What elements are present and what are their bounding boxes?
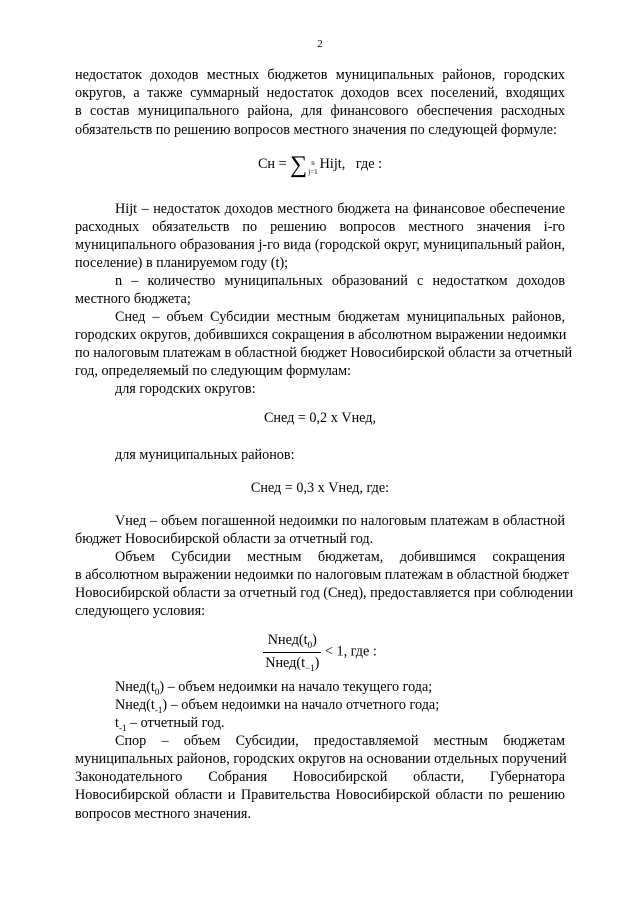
n-definition	[75, 272, 565, 290]
sned-definition	[75, 308, 565, 326]
text-line: обязательств по решению вопросов местного значения по следующей формуле:	[75, 121, 557, 138]
spor-definition	[75, 732, 565, 750]
text-line: вопросов местного значения.	[75, 805, 251, 822]
intro-paragraph	[75, 66, 565, 139]
t-1-definition: $t_{-1}$ – отчетный год.	[115, 715, 225, 733]
n-definition-cont	[75, 290, 565, 308]
spor-definition-cont	[75, 750, 565, 823]
sigma-symbol: ∑	[290, 152, 308, 178]
text-line: Hijt – недостаток доходов местного бюджета на финансовое обеспечение	[115, 201, 565, 217]
text-line: в абсолютном выражении недоимки по налоговым платежам в областной бюджет	[75, 567, 569, 583]
hijt-definition-cont	[75, 218, 565, 273]
city-formula: Снед = 0,2 х Vнед,	[263, 410, 377, 426]
text-line: Объем Субсидии местным бюджетам, добившимся сокращения	[115, 549, 565, 565]
for-city-label: для городских округов:	[115, 381, 256, 397]
sned-definition-cont	[75, 326, 573, 381]
text-line: n – количество муниципальных образований с недостатком доходов	[115, 273, 565, 289]
text-line: Законодательного Собрания Новосибирской области, Губернатора	[75, 769, 565, 786]
nned-t0-definition: $Nнед(t_0)$ – объем недоимки на начало текущего года;	[115, 679, 433, 697]
for-districts-label: для муниципальных районов:	[115, 447, 295, 463]
text-line: Vнед – объем погашенной недоимки по налоговым платежам в областной	[115, 513, 565, 529]
vned-definition	[75, 512, 565, 530]
text-line: в состав муниципального района, для финансового обеспечения расходных	[75, 103, 565, 120]
condition-paragraph-cont	[75, 566, 574, 621]
text-line: поселение) в планируемом году (t);	[75, 255, 289, 272]
ratio-rhs: < 1, где :	[324, 643, 377, 660]
text-line: городских округов, добившихся сокращения в абсолютном выражении недоимки	[75, 327, 567, 343]
sum-upper-limit: n	[311, 159, 315, 167]
condition-paragraph	[75, 548, 565, 566]
text-line: по налоговым платежам в областной бюджет Новосибирской области за отчетный	[75, 345, 573, 362]
text-line: Снед – объем Субсидии местным бюджетам муниципальных районов,	[115, 309, 565, 325]
text-line: местного бюджета;	[75, 291, 191, 307]
formula-term: Hijt,	[319, 156, 346, 172]
ratio-formula	[0, 632, 640, 673]
text-line: муниципального образования j-го вида (городской округ, муниципальный район,	[75, 237, 565, 254]
formula-lhs: Сн =	[257, 156, 287, 172]
text-line: Новосибирской области за отчетный год (Снед), предоставляется при соблюдении	[75, 585, 574, 602]
page-number: 2	[317, 38, 323, 50]
nned-t-1-definition: $Nнед(t_{-1})$ – объем недоимки на начало отчетного года;	[115, 697, 440, 715]
districts-formula: Снед = 0,3 х Vнед, где:	[250, 480, 390, 496]
text-line: Спор – объем Субсидии, предоставляемой местным бюджетам	[115, 733, 565, 749]
sum-formula	[0, 152, 640, 179]
text-line: муниципальных районов, городских округов на основании отдельных поручений	[75, 751, 567, 767]
text-line: бюджет Новосибирской области за отчетный год.	[75, 531, 374, 547]
ratio-fraction	[263, 632, 321, 673]
text-line: расходных обязательств по решению вопросов местного значения i-го	[75, 219, 565, 235]
text-line: год, определяемый по следующим формулам:	[75, 363, 352, 380]
text-line: Новосибирской области и Правительства Новосибирской области по решению	[75, 787, 565, 804]
fraction-denominator: $Nнед(t_{-1})$	[265, 654, 320, 673]
text-line: округов, а также суммарный недостаток доходов всех поселений, входящих	[75, 85, 565, 102]
text-line: следующего условия:	[75, 603, 206, 620]
hijt-definition	[75, 200, 565, 218]
sum-limits	[308, 159, 317, 177]
fraction-numerator: $Nнед(t_0)$	[263, 632, 321, 653]
formula-tail: где :	[355, 156, 383, 172]
sum-lower-limit: j=1	[308, 168, 318, 176]
text-line: недостаток доходов местных бюджетов муниципальных районов, городских	[75, 67, 565, 83]
vned-definition-cont	[75, 530, 565, 548]
